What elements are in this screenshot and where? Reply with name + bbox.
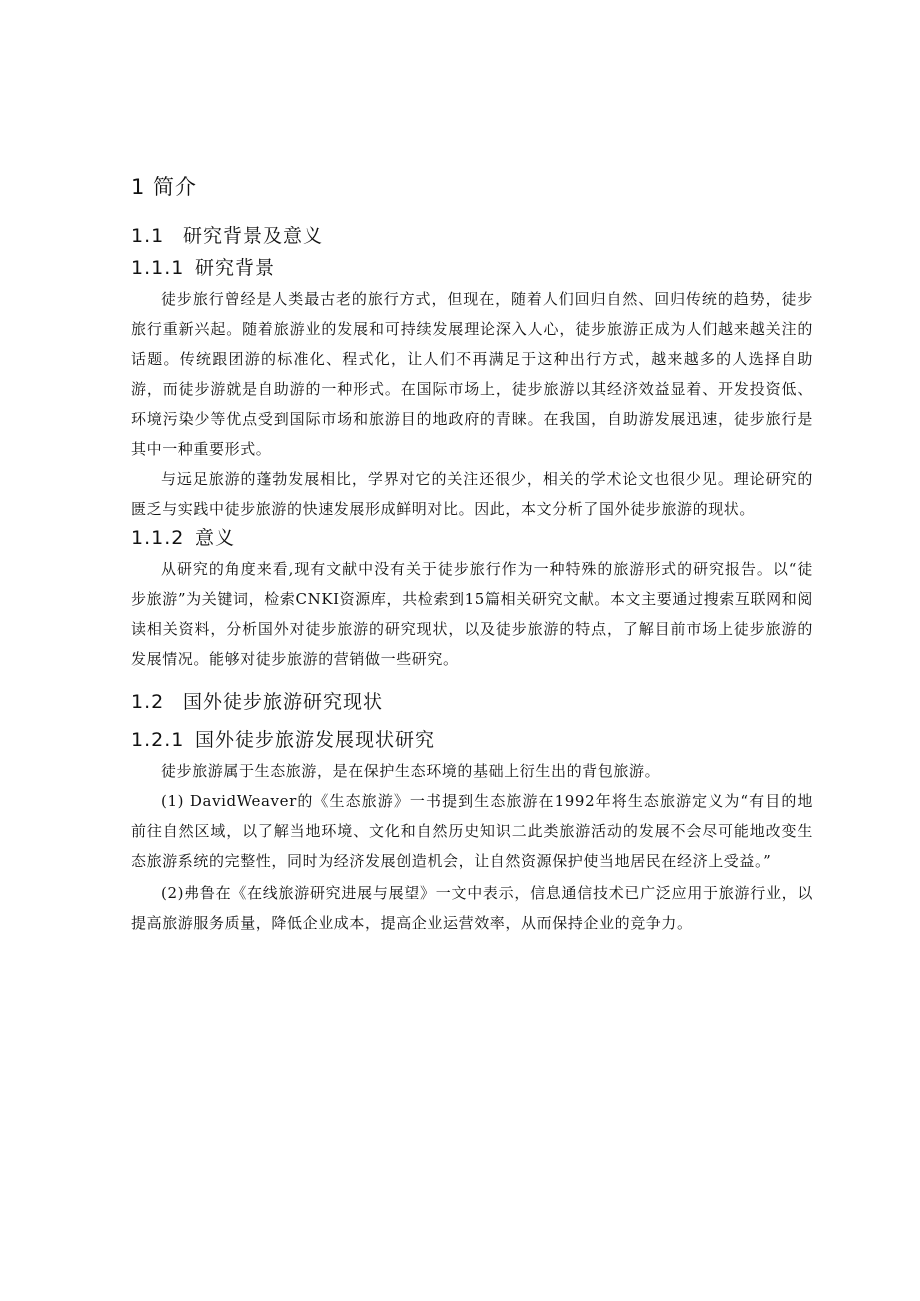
heading-1-1-background-significance bbox=[131, 222, 813, 250]
heading-1-1-1-background bbox=[131, 254, 813, 282]
heading-title: 意义 bbox=[195, 527, 236, 549]
paragraph-significance: 从研究的角度来看,现有文献中没有关于徒步旅行作为一种特殊的旅游形式的研究报告。以“徒步旅游”为关键词，检索CNKI资源库，共检索到15篇相关研究文献。本文主要通过搜索互联网和阅读相关资料，分析国外对徒步旅游的研究现状，以及徒步旅游的特点，了解目前市场上徒步旅游的发展情况。能够对徒步旅游的营销做一些研究。 bbox=[131, 560, 813, 668]
heading-number: 1.1.2 bbox=[131, 527, 185, 549]
paragraph-weaver-definition: (1) DavidWeaver的《生态旅游》一书提到生态旅游在1992年将生态旅游定义为“有目的地前往自然区域，以了解当地环境、文化和自然历史知识二此类旅游活动的发展不会尽可能地改变生态旅游系统的完整性，同时为经济发展创造机会，让自然资源保护使当地居民在经济上受益。” bbox=[131, 792, 813, 870]
heading-title: 研究背景 bbox=[195, 257, 276, 279]
heading-title: 国外徒步旅游研究现状 bbox=[183, 691, 384, 713]
heading-1-2-foreign-research-status bbox=[131, 688, 813, 716]
heading-title: 研究背景及意义 bbox=[183, 225, 324, 247]
heading-number: 1.2 bbox=[131, 691, 165, 713]
heading-title: 国外徒步旅游发展现状研究 bbox=[195, 729, 436, 751]
heading-number: 1.1 bbox=[131, 225, 165, 247]
paragraph-ecotourism-intro: 徒步旅游属于生态旅游，是在保护生态环境的基础上衍生出的背包旅游。 bbox=[161, 762, 661, 780]
heading-1-title: 1 简介 bbox=[131, 175, 198, 199]
heading-1-introduction bbox=[131, 172, 813, 202]
heading-number: 1.2.1 bbox=[131, 729, 185, 751]
heading-1-2-1-development-status bbox=[131, 726, 813, 754]
paragraph-background-1: 徒步旅行曾经是人类最古老的旅行方式，但现在，随着人们回归自然、回归传统的趋势，徒步旅行重新兴起。随着旅游业的发展和可持续发展理论深入人心，徒步旅游正成为人们越来越关注的话题。传统跟团游的标准化、程式化，让人们不再满足于这种出行方式，越来越多的人选择自助游，而徒步游就是自助游的一种形式。在国际市场上，徒步旅游以其经济效益显着、开发投资低、环境污染少等优点受到国际市场和旅游目的地政府的青睐。在我国，自助游发展迅速，徒步旅行是其中一种重要形式。 bbox=[131, 290, 813, 458]
document-body bbox=[131, 172, 813, 938]
heading-number: 1.1.1 bbox=[131, 257, 185, 279]
paragraph-background-2: 与远足旅游的蓬勃发展相比，学界对它的关注还很少，相关的学术论文也很少见。理论研究的匮乏与实践中徒步旅游的快速发展形成鲜明对比。因此，本文分析了国外徒步旅游的现状。 bbox=[131, 470, 813, 518]
paragraph-online-tourism: (2)弗鲁在《在线旅游研究进展与展望》一文中表示，信息通信技术已广泛应用于旅游行业，以提高旅游服务质量，降低企业成本，提高企业运营效率，从而保持企业的竞争力。 bbox=[131, 884, 813, 932]
heading-1-1-2-significance bbox=[131, 524, 813, 552]
